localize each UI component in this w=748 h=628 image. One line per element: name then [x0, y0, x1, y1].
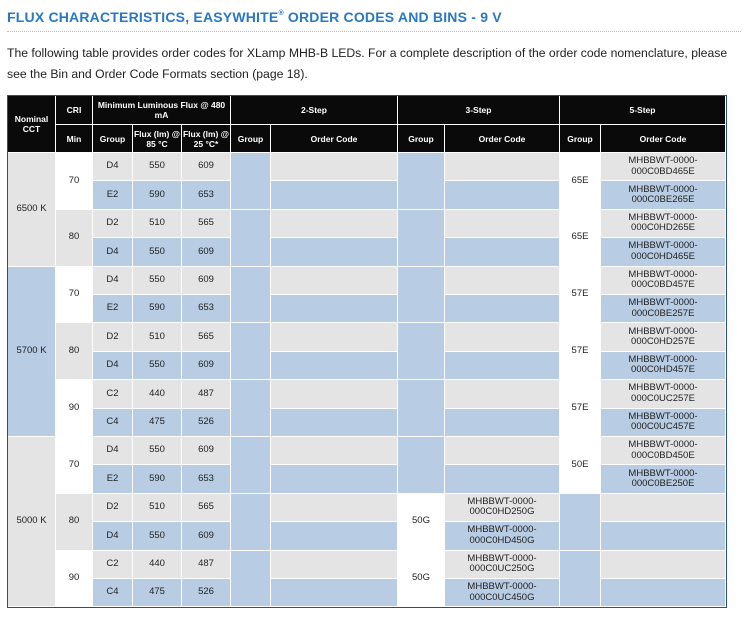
- header-2-step-order-code-text: Order Code: [310, 133, 358, 144]
- step3-order-code: [445, 437, 560, 465]
- step3-order-code: [445, 465, 560, 493]
- step2-order-code: [271, 437, 398, 465]
- flux-85-text: 550: [149, 359, 165, 371]
- flux-25: [182, 522, 231, 550]
- step5-group: [560, 153, 601, 210]
- step5-order-code-text: MHBBWT-0000-000C0HD257E: [628, 325, 698, 348]
- flux-25: [182, 494, 231, 522]
- step2-group: [231, 153, 271, 210]
- header-5-step-group: [560, 125, 601, 153]
- group-code-text: E2: [106, 188, 119, 200]
- flux-25: [182, 579, 231, 607]
- nominal-cct-text: 5000 K: [16, 515, 47, 527]
- flux-25: [182, 380, 231, 408]
- step2-order-code: [271, 210, 398, 238]
- group-code-text: C2: [106, 387, 119, 399]
- step5-order-code-text: MHBBWT-0000-000C0HD465E: [628, 240, 698, 262]
- header-5-step-text: 5-Step: [629, 105, 656, 115]
- flux-85: [133, 323, 182, 351]
- group-code: [93, 551, 133, 579]
- header-nominal-cct: [8, 96, 56, 153]
- step5-group: [560, 494, 601, 551]
- group-code: [93, 352, 133, 380]
- flux-25-text: 609: [198, 444, 214, 456]
- group-code-text: E2: [106, 472, 119, 484]
- step5-order-code: [601, 380, 726, 408]
- group-code: [93, 210, 133, 238]
- flux-25: [182, 437, 231, 465]
- cri-value-text: 90: [68, 401, 80, 413]
- step5-order-code-text: MHBBWT-0000-000C0BE265E: [628, 183, 698, 206]
- step5-order-code-text: MHBBWT-0000-000C0UC257E: [628, 382, 698, 404]
- header-group: [93, 125, 133, 153]
- group-code-text: D4: [106, 359, 119, 371]
- step5-order-code: [601, 323, 726, 351]
- cri-value: [56, 323, 93, 380]
- flux-85-text: 510: [149, 217, 165, 229]
- nominal-cct-text: 5700 K: [16, 345, 47, 357]
- flux-25-text: 565: [198, 217, 214, 229]
- intro-paragraph: The following table provides order codes for XLamp MHB-B LEDs. For a complete description of the order code nomenclature, please see the Bin and Order Code Formats section (page 18).: [7, 46, 728, 81]
- group-code-text: C4: [106, 586, 119, 598]
- step5-order-code-text: MHBBWT-0000-000C0BE257E: [628, 297, 698, 319]
- flux-85: [133, 267, 182, 295]
- group-code-text: C4: [106, 416, 119, 428]
- header-2-step: [231, 96, 398, 125]
- flux-25-text: 526: [198, 586, 214, 598]
- header-flux-25: [182, 125, 231, 153]
- header-group-text: Group: [99, 133, 126, 144]
- header-3-step-order-code: [445, 125, 560, 153]
- step5-order-code: [601, 295, 726, 323]
- flux-85-text: 510: [149, 501, 165, 513]
- group-code-text: C2: [106, 558, 119, 570]
- step5-order-code-text: MHBBWT-0000-000C0HD265E: [628, 211, 698, 234]
- step3-group: [398, 153, 445, 210]
- group-code-text: D4: [106, 529, 119, 541]
- step5-group-text: 57E: [571, 288, 589, 300]
- flux-85: [133, 380, 182, 408]
- flux-85: [133, 409, 182, 437]
- group-code: [93, 181, 133, 209]
- flux-25: [182, 409, 231, 437]
- step3-order-code: [445, 181, 560, 209]
- group-code: [93, 323, 133, 351]
- flux-25-text: 653: [198, 188, 214, 200]
- header-cri-text: CRI: [66, 105, 82, 115]
- step5-group-text: 65E: [571, 231, 589, 243]
- group-code: [93, 295, 133, 323]
- header-flux-85-text: Flux (lm) @ 85 °C: [133, 128, 181, 149]
- step3-group: [398, 323, 445, 380]
- step2-group: [231, 437, 271, 494]
- nominal-cct: [8, 153, 56, 267]
- step2-order-code: [271, 579, 398, 607]
- step5-order-code: [601, 551, 726, 579]
- nominal-cct-text: 6500 K: [16, 203, 47, 215]
- flux-25-text: 609: [198, 274, 214, 286]
- step2-order-code: [271, 352, 398, 380]
- step3-order-code: [445, 522, 560, 550]
- flux-25-text: 609: [198, 160, 214, 172]
- header-5-step: [560, 96, 726, 125]
- step3-order-code: [445, 210, 560, 238]
- step5-order-code: [601, 181, 726, 209]
- group-code: [93, 238, 133, 266]
- step3-order-code: [445, 153, 560, 181]
- flux-85-text: 590: [149, 302, 165, 314]
- flux-85-text: 590: [149, 472, 165, 484]
- step5-order-code: [601, 210, 726, 238]
- flux-25: [182, 267, 231, 295]
- step5-group-text: 57E: [571, 345, 589, 357]
- header-2-step-text: 2-Step: [301, 105, 327, 115]
- step2-group: [231, 323, 271, 380]
- flux-85: [133, 437, 182, 465]
- step3-group: [398, 551, 445, 608]
- group-code: [93, 494, 133, 522]
- step5-order-code-text: MHBBWT-0000-000C0UC457E: [628, 410, 698, 433]
- cri-value: [56, 210, 93, 267]
- flux-85-text: 440: [149, 387, 165, 399]
- group-code: [93, 153, 133, 181]
- step3-order-code: [445, 267, 560, 295]
- flux-85: [133, 153, 182, 181]
- cri-value: [56, 153, 93, 210]
- step3-order-code-text: MHBBWT-0000-000C0HD250G: [467, 495, 537, 518]
- cri-value-text: 80: [68, 345, 80, 357]
- group-code: [93, 465, 133, 493]
- flux-85-text: 590: [149, 188, 165, 200]
- group-code-text: D2: [106, 330, 119, 342]
- step2-order-code: [271, 494, 398, 522]
- step3-order-code: [445, 380, 560, 408]
- header-flux-25-text: Flux (lm) @ 25 °C*: [182, 128, 230, 149]
- step5-order-code: [601, 267, 726, 295]
- flux-25-text: 565: [198, 330, 214, 342]
- title-text-end: ORDER CODES AND BINS - 9 V: [283, 9, 502, 25]
- flux-25-text: 609: [198, 529, 214, 541]
- flux-85: [133, 181, 182, 209]
- flux-25: [182, 551, 231, 579]
- header-3-step-group-text: Group: [408, 133, 434, 144]
- header-cri-min: [56, 125, 93, 153]
- step2-order-code: [271, 380, 398, 408]
- header-2-step-order-code: [271, 125, 398, 153]
- step2-group: [231, 210, 271, 267]
- cri-value: [56, 380, 93, 437]
- group-code: [93, 437, 133, 465]
- cri-value: [56, 267, 93, 324]
- header-3-step-text: 3-Step: [465, 105, 492, 115]
- step5-group: [560, 267, 601, 324]
- step5-group: [560, 551, 601, 608]
- flux-25-text: 565: [198, 501, 214, 513]
- cri-value-text: 80: [68, 231, 80, 243]
- step3-order-code: [445, 409, 560, 437]
- flux-85: [133, 522, 182, 550]
- flux-25-text: 526: [198, 416, 214, 428]
- step5-order-code-text: MHBBWT-0000-000C0BD465E: [628, 155, 698, 177]
- header-cri-min-text: Min: [66, 133, 82, 144]
- cri-value-text: 70: [68, 174, 80, 186]
- flux-25: [182, 352, 231, 380]
- cri-value-text: 70: [68, 288, 80, 300]
- step3-group: [398, 494, 445, 551]
- flux-25: [182, 465, 231, 493]
- step5-order-code: [601, 238, 726, 266]
- step3-order-code: [445, 352, 560, 380]
- step3-order-code: [445, 238, 560, 266]
- group-code-text: D2: [106, 501, 119, 513]
- title-text: FLUX CHARACTERISTICS, EASYWHITE: [7, 9, 279, 25]
- nominal-cct: [8, 437, 56, 607]
- header-nominal-cct-text: Nominal CCT: [14, 114, 49, 134]
- step2-group: [231, 267, 271, 324]
- step5-order-code: [601, 494, 726, 522]
- flux-25: [182, 295, 231, 323]
- step5-group-text: 57E: [571, 401, 589, 413]
- step5-order-code-text: MHBBWT-0000-000C0BE250E: [628, 467, 698, 490]
- flux-85: [133, 352, 182, 380]
- flux-25: [182, 238, 231, 266]
- step2-order-code: [271, 409, 398, 437]
- header-5-step-order-code-text: Order Code: [639, 133, 687, 144]
- step2-order-code: [271, 551, 398, 579]
- flux-85-text: 510: [149, 330, 165, 342]
- header-flux-85: [133, 125, 182, 153]
- header-5-step-group-text: Group: [567, 133, 593, 144]
- step2-order-code: [271, 153, 398, 181]
- flux-85: [133, 579, 182, 607]
- step3-group-text: 50G: [412, 572, 430, 584]
- step5-group-text: 65E: [571, 174, 589, 186]
- group-code-text: D4: [106, 274, 119, 286]
- flux-25-text: 653: [198, 302, 214, 314]
- step5-order-code: [601, 352, 726, 380]
- step3-group: [398, 437, 445, 494]
- cri-value-text: 80: [68, 515, 80, 527]
- step5-group: [560, 437, 601, 494]
- step3-group: [398, 267, 445, 324]
- header-min-flux: [93, 96, 231, 125]
- flux-85-text: 550: [149, 274, 165, 286]
- cri-value: [56, 437, 93, 494]
- flux-25-text: 487: [198, 387, 214, 399]
- flux-25: [182, 181, 231, 209]
- group-code: [93, 522, 133, 550]
- flux-85-text: 550: [149, 529, 165, 541]
- step2-order-code: [271, 295, 398, 323]
- header-cri: [56, 96, 93, 125]
- cri-value-text: 90: [68, 572, 80, 584]
- step2-group: [231, 380, 271, 437]
- step2-order-code: [271, 465, 398, 493]
- group-code: [93, 409, 133, 437]
- step5-order-code: [601, 153, 726, 181]
- step5-order-code: [601, 409, 726, 437]
- step3-group-text: 50G: [412, 515, 430, 527]
- cri-value: [56, 551, 93, 608]
- group-code: [93, 579, 133, 607]
- step5-group: [560, 380, 601, 437]
- header-5-step-order-code: [601, 125, 726, 153]
- step5-order-code-text: MHBBWT-0000-000C0HD457E: [628, 353, 698, 376]
- flux-25-text: 609: [198, 359, 214, 371]
- step5-order-code: [601, 437, 726, 465]
- step3-group: [398, 210, 445, 267]
- flux-85-text: 550: [149, 444, 165, 456]
- step3-order-code: [445, 579, 560, 607]
- step2-order-code: [271, 238, 398, 266]
- header-2-step-group-text: Group: [237, 133, 264, 144]
- step3-order-code-text: MHBBWT-0000-000C0UC450G: [467, 581, 537, 603]
- step5-order-code: [601, 522, 726, 550]
- header-min-flux-text: Minimum Luminous Flux @ 480 mA: [97, 100, 226, 120]
- header-2-step-group: [231, 125, 271, 153]
- flux-85: [133, 465, 182, 493]
- flux-85-text: 475: [149, 416, 165, 428]
- flux-85: [133, 210, 182, 238]
- group-code: [93, 267, 133, 295]
- flux-25: [182, 323, 231, 351]
- cri-value: [56, 494, 93, 551]
- step5-group: [560, 210, 601, 267]
- group-code: [93, 380, 133, 408]
- step3-order-code-text: MHBBWT-0000-000C0UC250G: [467, 552, 537, 575]
- step5-order-code-text: MHBBWT-0000-000C0BD457E: [628, 268, 698, 291]
- step3-order-code: [445, 551, 560, 579]
- step5-order-code: [601, 465, 726, 493]
- step5-group-text: 50E: [571, 458, 589, 470]
- cri-value-text: 70: [68, 458, 80, 470]
- group-code-text: D4: [106, 160, 119, 172]
- group-code-text: D4: [106, 245, 119, 257]
- flux-25: [182, 153, 231, 181]
- flux-85-text: 440: [149, 558, 165, 570]
- header-3-step: [398, 96, 560, 125]
- header-3-step-group: [398, 125, 445, 153]
- step2-order-code: [271, 267, 398, 295]
- step3-order-code: [445, 494, 560, 522]
- flux-85-text: 550: [149, 160, 165, 172]
- step5-order-code: [601, 579, 726, 607]
- step2-group: [231, 494, 271, 551]
- group-code-text: E2: [106, 302, 119, 314]
- flux-85: [133, 295, 182, 323]
- flux-25-text: 487: [198, 558, 214, 570]
- step2-order-code: [271, 323, 398, 351]
- flux-85: [133, 238, 182, 266]
- step3-order-code-text: MHBBWT-0000-000C0HD450G: [467, 524, 537, 546]
- step3-order-code: [445, 295, 560, 323]
- group-code-text: D4: [106, 444, 119, 456]
- step5-group: [560, 323, 601, 380]
- flux-25: [182, 210, 231, 238]
- flux-85: [133, 494, 182, 522]
- step3-group: [398, 380, 445, 437]
- flux-25-text: 653: [198, 472, 214, 484]
- step2-order-code: [271, 181, 398, 209]
- nominal-cct: [8, 267, 56, 437]
- step5-order-code-text: MHBBWT-0000-000C0BD450E: [628, 439, 698, 461]
- flux-85: [133, 551, 182, 579]
- step3-order-code: [445, 323, 560, 351]
- group-code-text: D2: [106, 217, 119, 229]
- registered-mark: ®: [278, 10, 284, 17]
- flux-85-text: 475: [149, 586, 165, 598]
- header-3-step-order-code-text: Order Code: [478, 133, 526, 144]
- flux-85-text: 550: [149, 245, 165, 257]
- step2-group: [231, 551, 271, 608]
- flux-25-text: 609: [198, 245, 214, 257]
- step2-order-code: [271, 522, 398, 550]
